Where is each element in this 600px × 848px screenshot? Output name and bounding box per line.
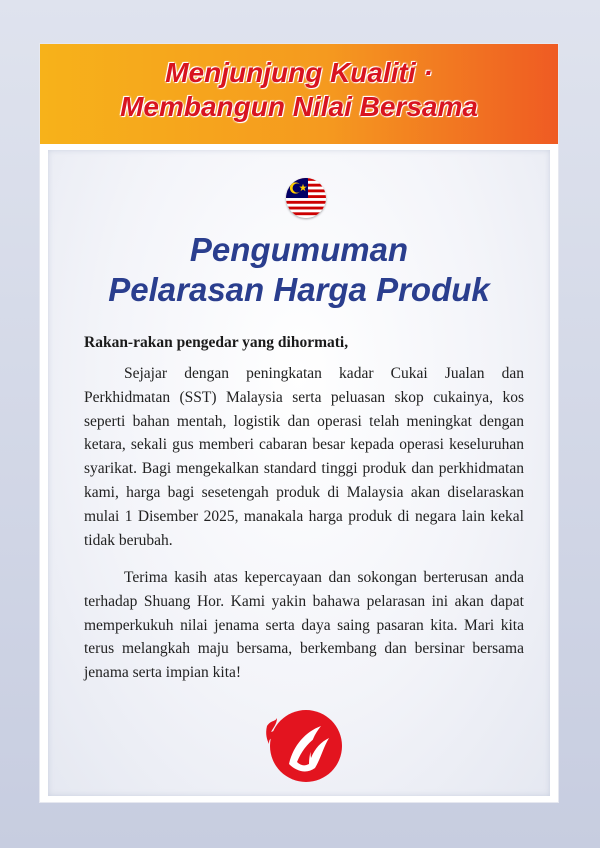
letter-greeting: Rakan-rakan pengedar yang dihormati, xyxy=(84,334,349,351)
phoenix-logo-icon xyxy=(259,706,345,784)
letter-paragraph-2: Terima kasih atas kepercayaan dan sokongan berterusan anda terhadap Shuang Hor. Kami yakin bahawa pelarasan ini akan dapat memperkukuh nilai jenama serta daya saing pasaran kita. Mari kita terus melangkah maju bersama, berkembang dan bersinar bersama jenama serta impian kita! xyxy=(84,569,524,682)
announcement-title-line-2: Pelarasan Harga Produk xyxy=(108,271,490,308)
header-banner xyxy=(40,44,558,144)
banner-slogan-line-2: Membangun Nilai Bersama xyxy=(120,91,478,122)
banner-slogan-line-1: Menjunjung Kualiti · xyxy=(165,57,433,88)
announcement-card xyxy=(40,44,558,802)
malaysia-flag-icon xyxy=(286,178,326,218)
announcement-title-line-1: Pengumuman xyxy=(189,231,409,268)
letter-paragraph-1: Sejajar dengan peningkatan kadar Cukai Jualan dan Perkhidmatan (SST) Malaysia serta peluasan skop cukainya, kos seperti bahan mentah, logistik dan operasi telah meningkat dengan ketara, sekali gus memberi cabaran besar kepada operasi keseluruhan syarikat. Bagi mengekalkan standard tinggi produk dan perkhidmatan kami, harga bagi sesetengah produk di Malaysia akan diselaraskan mulai 1 Disember 2025, manakala harga produk di negara lain kekal tidak berubah. xyxy=(84,365,524,549)
content-panel xyxy=(48,150,550,796)
